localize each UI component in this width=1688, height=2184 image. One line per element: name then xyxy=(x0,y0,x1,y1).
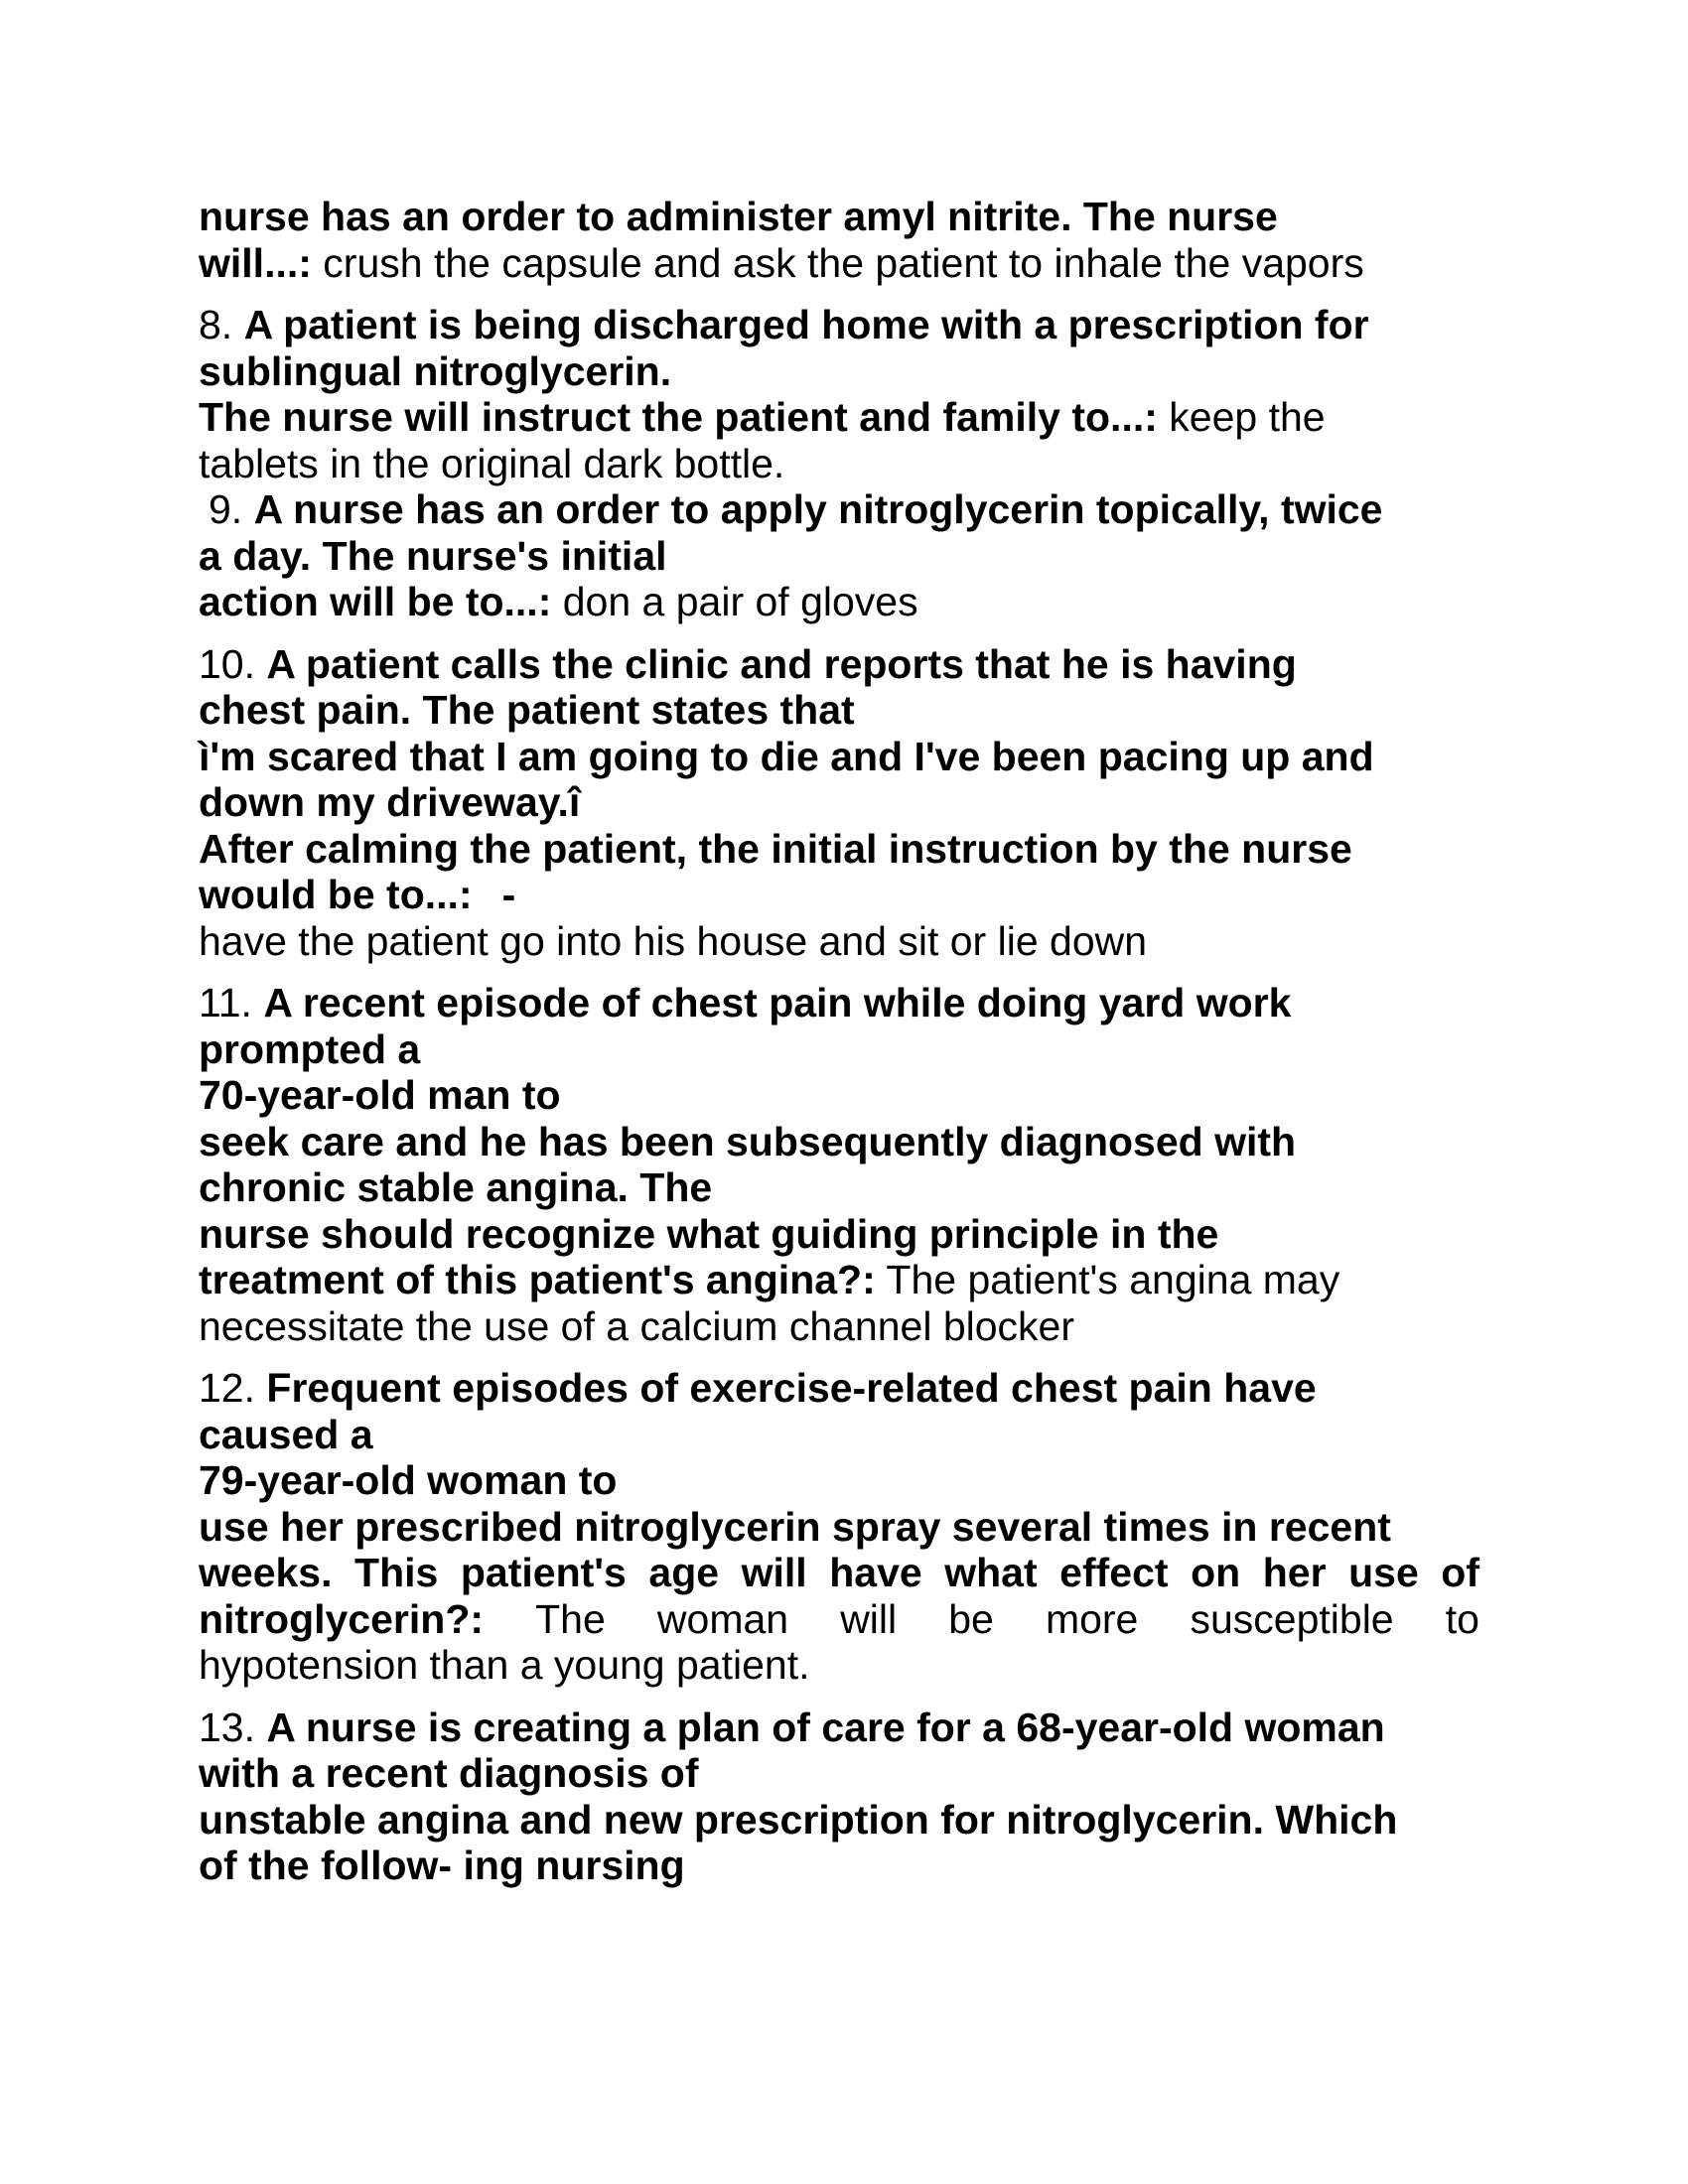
question-text: sublingual nitroglycerin. xyxy=(199,347,672,394)
question-text: 70-year-old man to xyxy=(199,1072,561,1118)
answer-text: crush the capsule and ask the patient to inhale the vapors xyxy=(311,239,1364,286)
question-number: 13. xyxy=(199,1704,255,1750)
word: This xyxy=(354,1550,439,1595)
word: will xyxy=(741,1550,807,1595)
question-text: A patient is being discharged home with a prescription for xyxy=(243,302,1369,347)
question-answer-line xyxy=(199,240,1479,287)
answer-text: The patient's angina may xyxy=(875,1257,1340,1302)
question-text: chronic stable angina. The xyxy=(199,1164,713,1210)
question-text: seek care and he has been subsequently diagnosed with xyxy=(199,1118,1297,1164)
question-text: a day. The nurse's initial xyxy=(199,532,667,579)
justified-line xyxy=(199,1550,1479,1596)
question-number: 12. xyxy=(199,1365,255,1411)
question-text: nurse has an order to administer amyl nitrite. The nurse xyxy=(199,194,1278,239)
question-first-line xyxy=(199,1705,1479,1751)
word: her xyxy=(1262,1550,1327,1595)
answer-text: tablets in the original dark bottle. xyxy=(199,440,785,486)
justified-line xyxy=(199,1596,1479,1643)
question-text: A patient calls the clinic and reports that he is having xyxy=(266,640,1297,687)
word: what xyxy=(944,1550,1038,1595)
dash-mark: - xyxy=(501,872,516,917)
question-text: A nurse has an order to apply nitroglycerin topically, twice xyxy=(253,486,1383,532)
word: of xyxy=(1441,1550,1479,1595)
question-13 xyxy=(199,1705,1479,1889)
word: more xyxy=(1045,1595,1139,1642)
question-prompt: will...: xyxy=(199,239,312,286)
question-text: caused a xyxy=(199,1411,373,1457)
question-first-line xyxy=(199,486,1479,533)
word: weeks. xyxy=(199,1550,333,1595)
question-8 xyxy=(199,302,1479,486)
question-text: Frequent episodes of exercise-related chest pain have xyxy=(266,1365,1317,1411)
answer-text: keep the xyxy=(1157,394,1326,440)
question-9 xyxy=(199,486,1479,625)
word: patient's xyxy=(460,1550,627,1595)
question-12 xyxy=(199,1365,1479,1689)
word: effect xyxy=(1059,1550,1169,1595)
word: to xyxy=(1445,1595,1479,1642)
question-text: ì'm scared that I am going to die and I've been pacing up and xyxy=(199,733,1374,779)
question-text: prompted a xyxy=(199,1025,421,1072)
word: The xyxy=(535,1595,606,1642)
word: susceptible xyxy=(1190,1595,1394,1642)
question-first-line xyxy=(199,980,1479,1026)
question-answer-line xyxy=(199,394,1479,441)
question-text: 79-year-old woman to xyxy=(199,1457,618,1503)
question-prompt: The nurse will instruct the patient and family to...: xyxy=(199,394,1158,440)
answer-text: hypotension than a young patient. xyxy=(199,1642,810,1688)
question-text: of the follow- ing nursing xyxy=(199,1843,685,1888)
answer-text: have the patient go into his house and sit or lie down xyxy=(199,917,1148,964)
word: be xyxy=(948,1595,994,1642)
question-10 xyxy=(199,641,1479,965)
question-text: A recent episode of chest pain while doing yard work xyxy=(263,980,1292,1025)
question-answer-line xyxy=(199,579,1479,625)
answer-text: necessitate the use of a calcium channel blocker xyxy=(199,1302,1075,1349)
question-text: down my driveway.î xyxy=(199,779,581,825)
question-answer-line xyxy=(199,1257,1479,1303)
question-number: 11. xyxy=(199,980,252,1025)
word: on xyxy=(1191,1550,1241,1595)
question-text: nurse should recognize what guiding principle in the xyxy=(199,1210,1219,1257)
question-text: with a recent diagnosis of xyxy=(199,1750,699,1796)
question-number: 8. xyxy=(199,302,233,347)
word: woman xyxy=(656,1595,789,1642)
question-7-continued xyxy=(199,194,1479,286)
question-first-line xyxy=(199,1365,1479,1412)
question-text: After calming the patient, the initial instruction by the nurse xyxy=(199,825,1352,872)
question-number: 9. xyxy=(209,486,243,532)
word: use xyxy=(1348,1550,1419,1595)
question-first-line xyxy=(199,641,1479,688)
question-11 xyxy=(199,980,1479,1349)
answer-text: don a pair of gloves xyxy=(551,579,918,624)
question-text: chest pain. The patient states that xyxy=(199,687,855,733)
question-text: unstable angina and new prescription for nitroglycerin. Which xyxy=(199,1796,1398,1843)
document-page xyxy=(199,194,1479,1889)
question-prompt: nitroglycerin?: xyxy=(199,1595,485,1642)
question-prompt: would be to...: xyxy=(199,872,473,917)
word: will xyxy=(840,1595,898,1642)
question-text: A nurse is creating a plan of care for a 68-year-old woman xyxy=(266,1704,1385,1750)
word: have xyxy=(829,1550,922,1595)
question-text: use her prescribed nitroglycerin spray several times in recent xyxy=(199,1503,1391,1550)
question-prompt: treatment of this patient's angina?: xyxy=(199,1257,876,1302)
question-number: 10. xyxy=(199,640,255,687)
question-prompt-line xyxy=(199,872,1479,918)
question-prompt: action will be to...: xyxy=(199,579,552,624)
question-first-line xyxy=(199,302,1479,348)
word: age xyxy=(648,1550,720,1595)
